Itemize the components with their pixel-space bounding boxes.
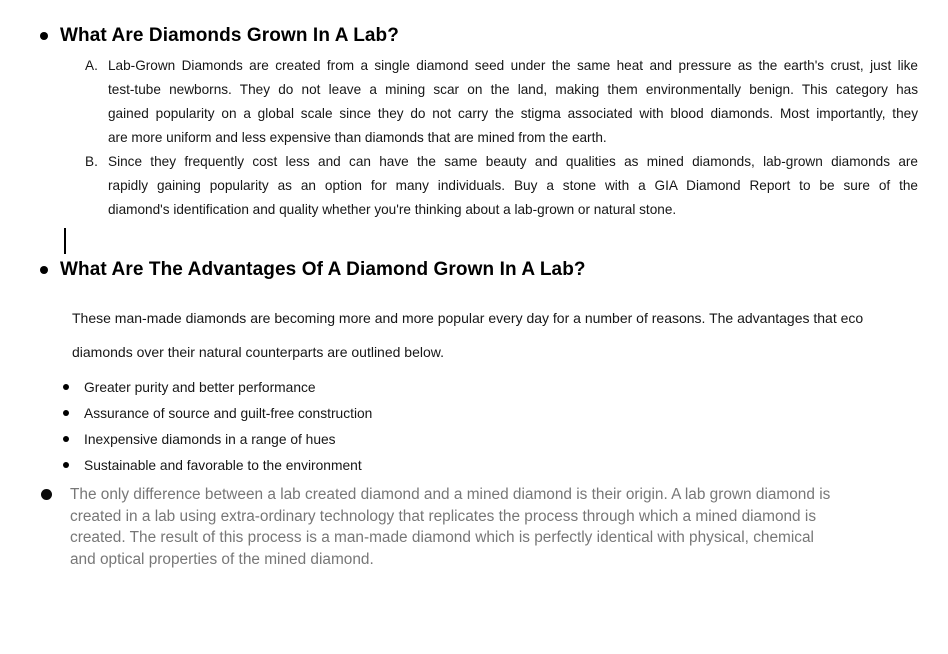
bullet-icon xyxy=(63,436,69,442)
list-marker-a: A. xyxy=(85,58,98,73)
list-item-text: Greater purity and better performance xyxy=(84,379,316,395)
text-cursor xyxy=(64,228,66,254)
text-line: diamonds over their natural counterparts are outlined below. xyxy=(72,344,444,360)
text-line: and optical properties of the mined diamond. xyxy=(70,550,374,568)
text-line: Lab-Grown Diamonds are created from a single diamond seed under the same heat and pressure as the earth's crust, just like xyxy=(108,58,918,73)
text-line: The only difference between a lab created diamond and a mined diamond is their origin. A lab grown diamond is xyxy=(70,486,831,503)
intro-paragraph xyxy=(72,311,863,379)
text-line: are more uniform and less expensive than diamonds that are mined from the earth. xyxy=(108,130,607,145)
list-item xyxy=(63,374,372,400)
advantages-list xyxy=(63,374,372,478)
question-heading-2-text: What Are The Advantages Of A Diamond Grown In A Lab? xyxy=(60,259,586,280)
bullet-icon xyxy=(63,462,69,468)
text-line: diamond's identification and quality whether you're thinking about a lab-grown or natural stone. xyxy=(108,202,677,217)
text-line: gained popularity on a global scale since they do not carry the stigma associated with blood diamonds. Most importantly, they xyxy=(108,106,918,121)
bullet-icon xyxy=(40,32,48,40)
list-item xyxy=(63,400,372,426)
note-paragraph xyxy=(70,484,830,570)
list-item-b xyxy=(85,150,918,222)
text-line: test-tube newborns. They do not leave a mining scar on the land, making them environmentally benign. This category has xyxy=(108,82,918,97)
text-line: created in a lab using extra-ordinary technology that replicates the process through which a mined diamond is xyxy=(70,507,817,525)
bullet-icon xyxy=(40,266,48,274)
question-heading-1-text: What Are Diamonds Grown In A Lab? xyxy=(60,25,399,46)
text-line: These man-made diamonds are becoming more and more popular every day for a number of reasons. The advantages that eco xyxy=(72,310,864,326)
text-line: Since they frequently cost less and can have the same beauty and qualities as mined diamonds, lab-grown diamonds are xyxy=(108,154,918,169)
list-item-text: Inexpensive diamonds in a range of hues xyxy=(84,431,336,447)
list-item xyxy=(63,452,372,478)
bullet-icon xyxy=(63,384,69,390)
lettered-list xyxy=(85,54,918,222)
question-heading-2 xyxy=(40,260,586,280)
list-item-a xyxy=(85,54,918,150)
list-item-text: Sustainable and favorable to the environment xyxy=(84,457,362,473)
list-item-text: Assurance of source and guilt-free construction xyxy=(84,405,373,421)
bullet-icon xyxy=(63,410,69,416)
list-item xyxy=(63,426,372,452)
list-marker-b: B. xyxy=(85,154,98,169)
bullet-icon xyxy=(41,489,52,500)
text-line: rapidly gaining popularity as an option for many individuals. Buy a stone with a GIA Diamond Report to be sure of the xyxy=(108,178,918,193)
text-line: created. The result of this process is a man-made diamond which is perfectly identical with physical, chemical xyxy=(70,529,814,546)
question-heading-1 xyxy=(40,26,399,46)
